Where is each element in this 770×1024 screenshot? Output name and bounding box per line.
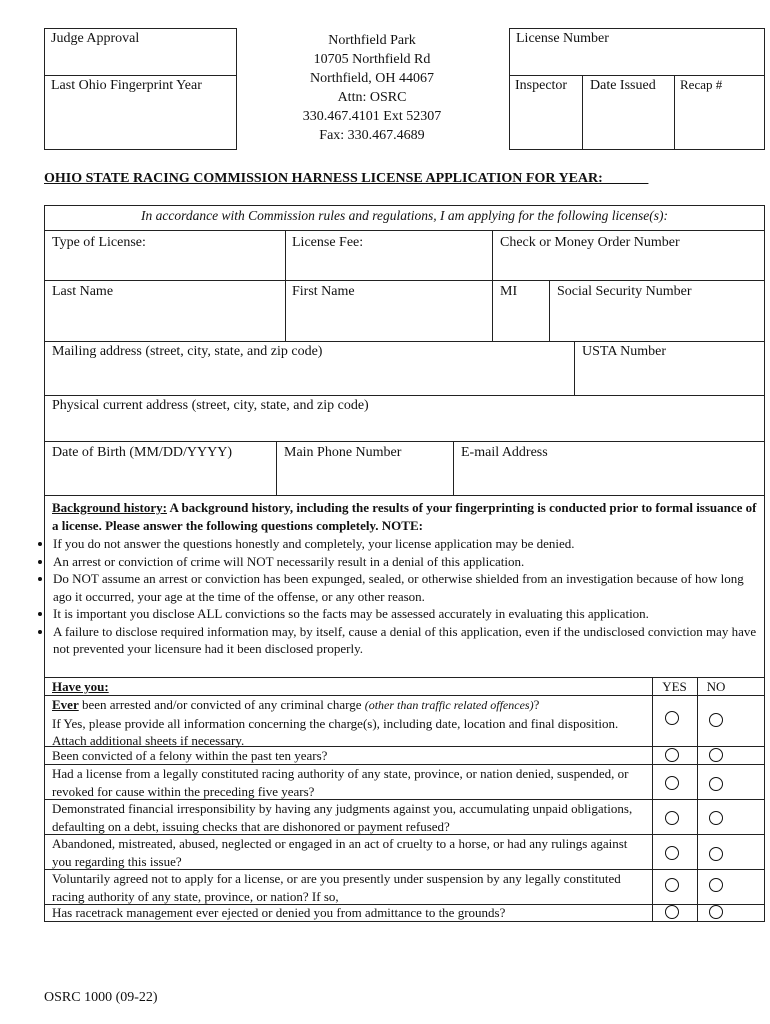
ssn-label: Social Security Number <box>557 284 692 299</box>
q7-yes-radio[interactable] <box>665 905 679 919</box>
last-name-label: Last Name <box>52 284 114 299</box>
list-item: • It is important you disclose ALL convictions so the facts may be assessed accurately in evaluating this application. <box>53 605 760 623</box>
background-text: A background history, including the results of your fingerprinting is conducted prior to formal issuance of a license. Please answer the following questions completely. NOTE: <box>52 500 757 533</box>
divider <box>44 441 765 442</box>
first-name-label: First Name <box>292 284 355 299</box>
q1-end: ? <box>533 697 540 712</box>
background-intro <box>52 499 760 534</box>
divider <box>44 230 765 231</box>
divider <box>276 441 277 495</box>
yes-header: YES <box>662 679 687 694</box>
address-line: 10705 Northfield Rd <box>313 52 431 67</box>
form-intro: In accordance with Commission rules and regulations, I am applying for the following license(s): <box>141 208 668 223</box>
address-line: Attn: OSRC <box>337 90 407 105</box>
divider <box>44 495 765 496</box>
date-issued-label: Date Issued <box>590 78 656 93</box>
inspector-label: Inspector <box>515 78 568 93</box>
list-item: • An arrest or conviction of crime will NOT necessarily result in a denial of this application. <box>53 553 760 571</box>
question-1 <box>52 696 650 750</box>
email-label: E-mail Address <box>461 445 548 460</box>
q1-text: been arrested and/or convicted of any criminal charge <box>78 697 365 712</box>
q3-yes-radio[interactable] <box>665 776 679 790</box>
divider <box>549 280 550 341</box>
list-item: • Do NOT assume an arrest or conviction has been expunged, sealed, or otherwise shielded from an investigation because of how long ago it occurred, your age at the time of the offense, or any other reason. <box>53 570 760 605</box>
question-4: Demonstrated financial irresponsibility by having any judgments against you, accumulating unpaid obligations, defaulting on a debt, issuing checks that are dishonored or payment refused? <box>52 801 633 834</box>
divider <box>44 395 765 396</box>
phone-label: Main Phone Number <box>284 445 402 460</box>
q1-ever: Ever <box>52 697 79 712</box>
background-notes <box>33 535 760 658</box>
mi-label: MI <box>500 284 518 299</box>
divider <box>285 230 286 280</box>
have-you-label: Have you: <box>52 679 109 694</box>
question-3: Had a license from a legally constituted racing authority of any state, province, or nation denied, suspended, or revoked for cause within the preceding five years? <box>52 766 629 799</box>
address-line: 330.467.4101 Ext 52307 <box>302 109 442 124</box>
commission-address <box>262 31 482 145</box>
q5-no-radio[interactable] <box>709 847 723 861</box>
question-6: Voluntarily agreed not to apply for a license, or are you presently under suspension by any legally constituted racing authority of any state, province, or nation? If so, <box>52 871 621 904</box>
q1-more: If Yes, please provide all information concerning the charge(s), including date, location and final disposition. Attach additional sheets if necessary. <box>52 715 619 748</box>
type-of-license-label: Type of License: <box>52 235 146 250</box>
q2-yes-radio[interactable] <box>665 748 679 762</box>
license-number-label: License Number <box>516 31 609 46</box>
check-number-label: Check or Money Order Number <box>500 235 680 250</box>
judge-approval-label: Judge Approval <box>51 31 140 46</box>
list-item: • If you do not answer the questions honestly and completely, your license application may be denied. <box>53 535 760 553</box>
usta-number-label: USTA Number <box>582 344 667 359</box>
mailing-address-label: Mailing address (street, city, state, and zip code) <box>52 344 323 359</box>
divider <box>574 341 575 395</box>
address-line: Northfield, OH 44067 <box>309 71 435 86</box>
q1-italic: (other than traffic related offences) <box>364 698 534 712</box>
divider <box>492 280 493 341</box>
q5-yes-radio[interactable] <box>665 846 679 860</box>
divider <box>453 441 454 495</box>
q4-no-radio[interactable] <box>709 811 723 825</box>
no-header: NO <box>706 679 726 694</box>
page-title: OHIO STATE RACING COMMISSION HARNESS LICENSE APPLICATION FOR YEAR: ______ <box>44 171 649 186</box>
divider <box>44 280 765 281</box>
dob-label: Date of Birth (MM/DD/YYYY) <box>52 445 233 460</box>
form-code: OSRC 1000 (09-22) <box>44 990 158 1005</box>
divider <box>44 341 765 342</box>
q2-no-radio[interactable] <box>709 748 723 762</box>
question-5: Abandoned, mistreated, abused, neglected or engaged in an act of cruelty to a horse, or had any rulings against you regarding this issue? <box>52 836 628 869</box>
q7-no-radio[interactable] <box>709 905 723 919</box>
q6-no-radio[interactable] <box>709 878 723 892</box>
license-fee-label: License Fee: <box>292 235 364 250</box>
q3-no-radio[interactable] <box>709 777 723 791</box>
question-2: Been convicted of a felony within the past ten years? <box>52 748 328 763</box>
q4-yes-radio[interactable] <box>665 811 679 825</box>
divider <box>492 230 493 280</box>
physical-address-label: Physical current address (street, city, state, and zip code) <box>52 398 369 413</box>
background-heading: Background history: <box>52 500 167 515</box>
q6-yes-radio[interactable] <box>665 878 679 892</box>
q1-yes-radio[interactable] <box>665 711 679 725</box>
address-line: Northfield Park <box>328 33 416 48</box>
divider <box>285 280 286 341</box>
recap-label: Recap # <box>680 77 723 92</box>
question-7: Has racetrack management ever ejected or denied you from admittance to the grounds? <box>52 905 506 920</box>
list-item: • A failure to disclose required information may, by itself, cause a denial of this application, even if the undisclosed conviction may have not prevented your licensure had it been disclosed properly. <box>53 623 760 658</box>
fingerprint-year-label: Last Ohio Fingerprint Year <box>51 78 202 93</box>
q1-no-radio[interactable] <box>709 713 723 727</box>
address-line: Fax: 330.467.4689 <box>319 128 425 143</box>
